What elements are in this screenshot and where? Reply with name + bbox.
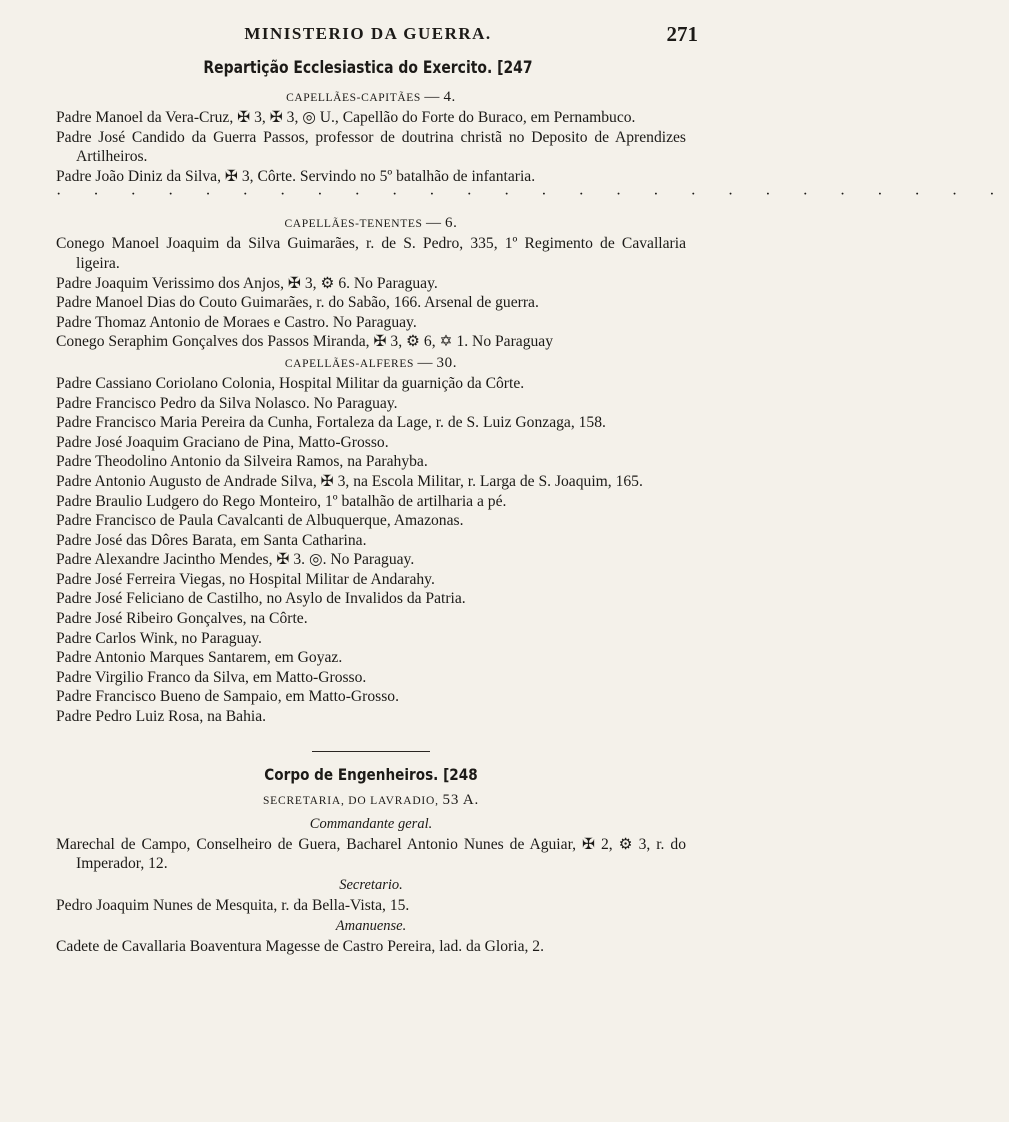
dotted-leader: · · · · · · · · · · · · · · · · · · · · · · · · · · <box>56 186 1009 204</box>
heading-capitaes-label: CAPELLÃES-CAPITÃES <box>286 92 421 104</box>
heading-alferes-label: CAPELLÃES-ALFERES <box>284 357 414 370</box>
heading-capitaes: CAPELLÃES-CAPITÃES — 4. <box>286 89 456 105</box>
entry-tenente-1: Conego Manoel Joaquim da Silva Guimarães, r. de S. Pedro, 335, 1º Regimento de Cavallaria ligeira. <box>56 235 686 272</box>
address-label: SECRETARIA, DO LAVRADIO, <box>262 794 439 807</box>
entry-tenente-3: Padre Manoel Dias do Couto Guimarães, r. do Sabão, 166. Arsenal de guerra. <box>56 294 539 312</box>
entry-commandante: Marechal de Campo, Conselheiro de Guera, Bacharel Antonio Nunes de Aguiar, ✠ 2, ⚙ 3, r. do Imperador, 12. <box>56 835 686 873</box>
heading-tenentes-count: 6. <box>445 215 458 232</box>
running-title: MINISTERIO DA GUERRA. <box>244 24 492 43</box>
content <box>56 86 1009 957</box>
page-number: 271 <box>666 22 698 46</box>
entry-alferes-7: Padre Braulio Ludgero do Rego Monteiro, 1º batalhão de artilharia a pé. <box>56 492 507 510</box>
entry-alferes-18: Padre Pedro Luiz Rosa, na Bahia. <box>56 708 267 726</box>
heading-alferes-count: 30. <box>436 354 458 371</box>
entry-alferes-13: Padre José Ribeiro Gonçalves, na Côrte. <box>56 610 308 628</box>
engenheiros-title: Corpo de Engenheiros. [248 <box>264 764 478 784</box>
address-number: 53 A. <box>442 791 480 808</box>
entry-alferes-4: Padre José Joaquim Graciano de Pina, Matto-Grosso. <box>56 433 389 451</box>
entry-tenente-2: Padre Joaquim Verissimo dos Anjos, ✠ 3, ⚙ 6. No Paraguay. <box>56 274 438 292</box>
entry-amanuense: Cadete de Cavallaria Boaventura Magesse de Castro Pereira, lad. da Gloria, 2. <box>56 938 544 956</box>
subtitle: Repartição Ecclesiastica do Exercito. [247 <box>203 58 533 78</box>
entry-alferes-12: Padre José Feliciano de Castilho, no Asylo de Invalidos da Patria. <box>56 590 466 608</box>
entry-alferes-6: Padre Antonio Augusto de Andrade Silva, ✠ 3, na Escola Militar, r. Larga de S. Joaquim, 165. <box>56 472 643 490</box>
entry-alferes-17: Padre Francisco Bueno de Sampaio, em Matto-Grosso. <box>56 688 399 706</box>
entry-alferes-5: Padre Theodolino Antonio da Silveira Ramos, na Parahyba. <box>56 453 428 471</box>
section-divider <box>312 751 430 752</box>
entry-alferes-11: Padre José Ferreira Viegas, no Hospital Militar de Andarahy. <box>56 570 435 588</box>
heading-tenentes: CAPELLÃES-TENENTES — 6. <box>284 215 458 232</box>
entry-alferes-9: Padre José das Dôres Barata, em Santa Catharina. <box>56 531 367 549</box>
entry-alferes-10: Padre Alexandre Jacintho Mendes, ✠ 3. ◎. No Paraguay. <box>56 551 415 569</box>
entry-alferes-16: Padre Virgilio Franco da Silva, em Matto-Grosso. <box>56 668 367 686</box>
entry-tenente-4: Padre Thomaz Antonio de Moraes e Castro. No Paraguay. <box>56 313 417 331</box>
heading-capitaes-count: 4. <box>443 89 456 105</box>
entry-alferes-8: Padre Francisco de Paula Cavalcanti de Albuquerque, Amazonas. <box>56 512 464 530</box>
role-amanuense: Amanuense. <box>335 918 407 935</box>
entry-alferes-2: Padre Francisco Pedro da Silva Nolasco. No Paraguay. <box>56 394 398 412</box>
entry-alferes-14: Padre Carlos Wink, no Paraguay. <box>56 629 262 647</box>
heading-alferes: CAPELLÃES-ALFERES — 30. <box>284 354 458 371</box>
entry-secretario: Pedro Joaquim Nunes de Mesquita, r. da Bella-Vista, 15. <box>56 896 410 914</box>
entry-tenente-5: Conego Seraphim Gonçalves dos Passos Miranda, ✠ 3, ⚙ 6, ✡ 1. No Paraguay <box>56 333 554 351</box>
entry-capitao-3: Padre João Diniz da Silva, ✠ 3, Côrte. Servindo no 5º batalhão de infantaria. <box>56 167 536 185</box>
entry-alferes-3: Padre Francisco Maria Pereira da Cunha, Fortaleza da Lage, r. de S. Luiz Gonzaga, 158. <box>56 414 606 432</box>
role-commandante: Commandante geral. <box>309 815 433 832</box>
role-secretario: Secretario. <box>339 876 403 893</box>
engenheiros-address <box>56 788 686 813</box>
entry-alferes-1: Padre Cassiano Coriolano Colonia, Hospital Militar da guarnição da Côrte. <box>56 374 525 392</box>
entry-capitao-1: Padre Manoel da Vera-Cruz, ✠ 3, ✠ 3, ◎ U., Capellão do Forte do Buraco, em Pernambuco. <box>56 109 636 126</box>
heading-tenentes-label: CAPELLÃES-TENENTES <box>284 218 423 231</box>
running-head <box>0 22 736 48</box>
entry-alferes-15: Padre Antonio Marques Santarem, em Goyaz. <box>56 649 343 667</box>
entry-capitao-2: Padre José Candido da Guerra Passos, professor de doutrina christã no Deposito de Aprendizes Artilheiros. <box>56 128 686 166</box>
